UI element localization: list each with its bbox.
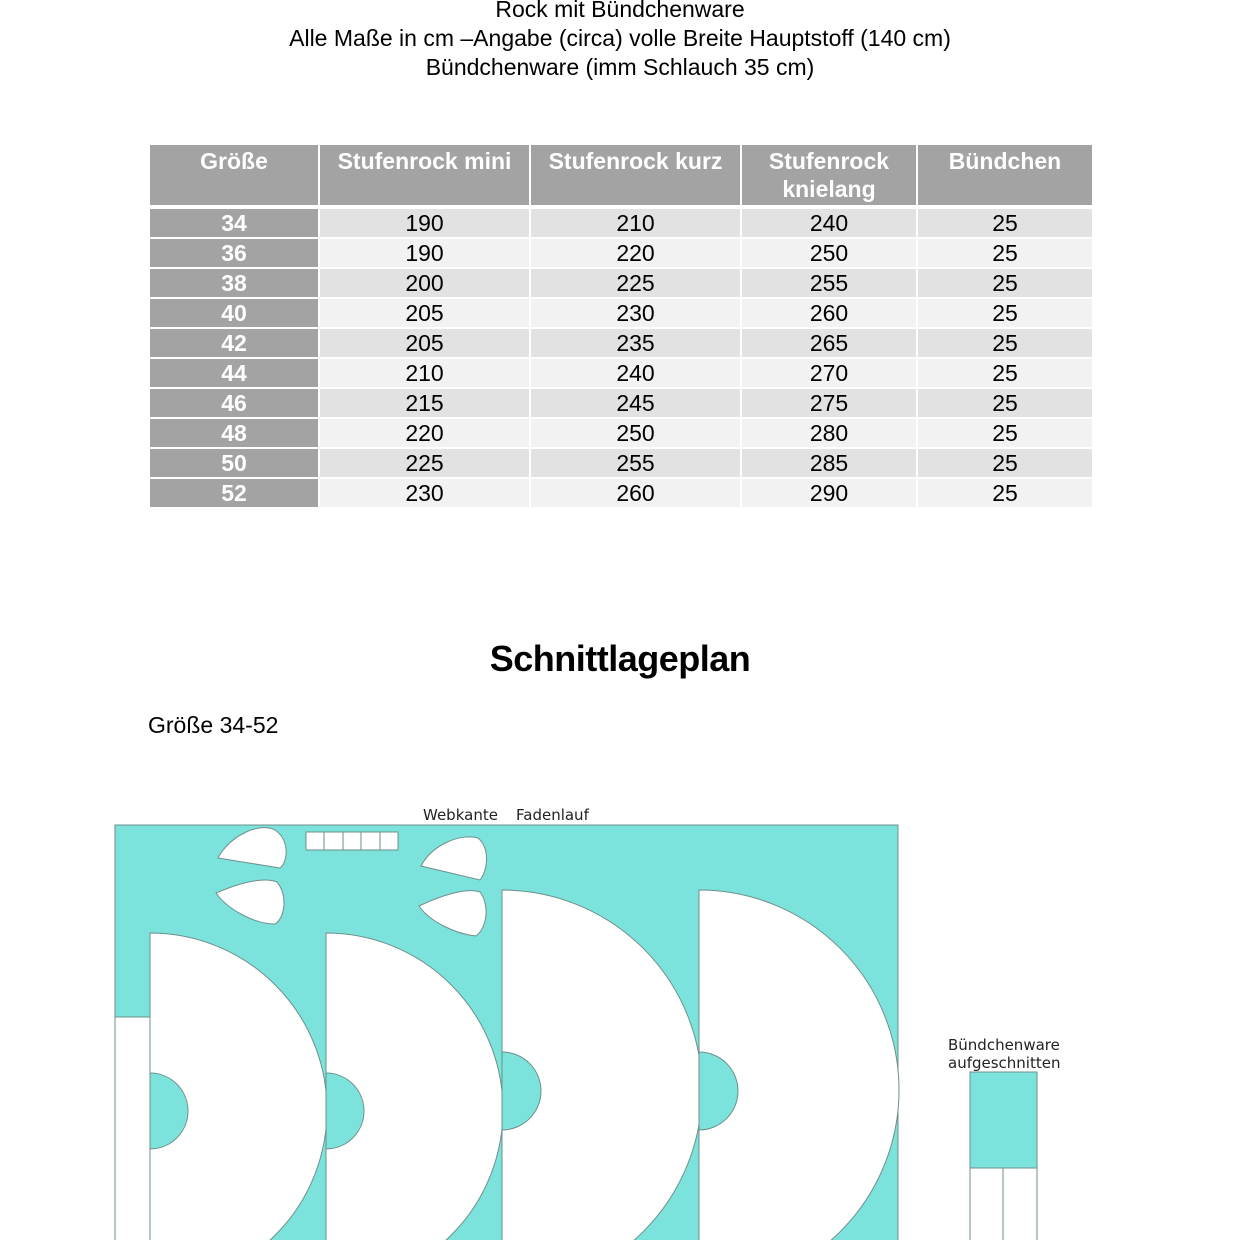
mini-cell: 190 [320,209,529,237]
knee-cell: 270 [742,359,916,387]
knee-cell: 255 [742,269,916,297]
header-line-measures: Alle Maße in cm –Angabe (circa) volle Breite Hauptstoff (140 cm) [289,25,951,51]
knee-cell: 275 [742,389,916,417]
size-cell: 42 [150,329,318,357]
size-cell: 40 [150,299,318,327]
knee-cell: 265 [742,329,916,357]
short-cell: 225 [531,269,740,297]
selvedge-label: Webkante [423,806,498,824]
size-cell: 34 [150,209,318,237]
cuff-cell: 25 [918,239,1092,267]
cuff-cell: 25 [918,299,1092,327]
cuff-cell: 25 [918,389,1092,417]
diagram-line [115,825,1037,1240]
short-cell: 235 [531,329,740,357]
mini-cell: 215 [320,389,529,417]
short-cell: 245 [531,389,740,417]
mini-cell: 205 [320,329,529,357]
column-header-short: Stufenrock kurz [531,145,740,205]
mini-cell: 230 [320,479,529,507]
cuff-cell: 25 [918,359,1092,387]
size-cell: 38 [150,269,318,297]
grain-label: Fadenlauf [516,806,589,824]
cuff-cell: 25 [918,269,1092,297]
column-header-knee: Stufenrock knielang [742,145,916,205]
mini-cell: 210 [320,359,529,387]
knee-cell: 240 [742,209,916,237]
size-cell: 46 [150,389,318,417]
knee-cell: 285 [742,449,916,477]
column-header-mini: Stufenrock mini [320,145,529,205]
cuff-cell: 25 [918,209,1092,237]
short-cell: 255 [531,449,740,477]
short-cell: 210 [531,209,740,237]
mini-cell: 205 [320,299,529,327]
mini-cell: 190 [320,239,529,267]
size-cell: 52 [150,479,318,507]
knee-cell: 250 [742,239,916,267]
column-header-size: Größe [150,145,318,205]
size-cell: 48 [150,419,318,447]
short-cell: 240 [531,359,740,387]
knee-cell: 260 [742,299,916,327]
cuff-label-line1: Bündchenware [948,1036,1060,1054]
knee-cell: 280 [742,419,916,447]
plan-title: Schnittlageplan [489,638,751,679]
short-cell: 230 [531,299,740,327]
short-cell: 260 [531,479,740,507]
size-cell: 36 [150,239,318,267]
mini-cell: 200 [320,269,529,297]
short-cell: 250 [531,419,740,447]
cuff-cell: 25 [918,479,1092,507]
mini-cell: 220 [320,419,529,447]
cuff-cell: 25 [918,449,1092,477]
cuff-fabric [970,1072,1037,1168]
cuff-cell: 25 [918,329,1092,357]
cuff-cell: 25 [918,419,1092,447]
mini-cell: 225 [320,449,529,477]
knee-cell: 290 [742,479,916,507]
column-header-cuff: Bündchen [918,145,1092,205]
header-line-cuff: Bündchenware (imm Schlauch 35 cm) [425,54,815,80]
cuff-label-line2: aufgeschnitten [948,1054,1061,1072]
header-line-title: Rock mit Bündchenware [495,0,745,22]
size-cell: 44 [150,359,318,387]
size-cell: 50 [150,449,318,477]
waistband-strip [115,1017,150,1240]
short-cell: 220 [531,239,740,267]
label-strip [306,832,398,850]
size-range-label: Größe 34-52 [148,712,279,738]
